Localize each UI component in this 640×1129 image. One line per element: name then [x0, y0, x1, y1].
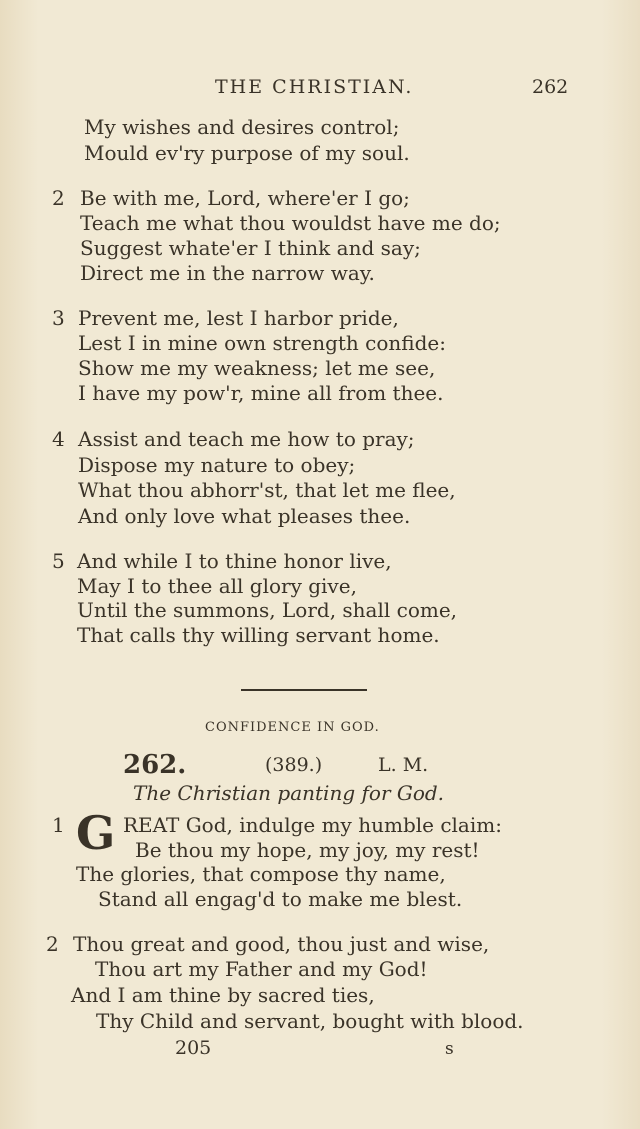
- verse-line: Stand all engag'd to make me blest.: [98, 887, 463, 911]
- verse-line: And only love what pleases thee.: [78, 504, 411, 528]
- verse-line: Suggest whate'er I think and say;: [80, 236, 421, 260]
- section-title: CONFIDENCE IN GOD.: [205, 720, 380, 735]
- verse-line: Lest I in mine own strength confide:: [78, 331, 446, 355]
- folio: 205: [175, 1037, 212, 1059]
- verse-line: Be with me, Lord, where'er I go;: [80, 186, 410, 210]
- verse-line: REAT God, indulge my humble claim:: [123, 813, 502, 837]
- hymn-number: 262.: [123, 750, 187, 780]
- verse-line: May I to thee all glory give,: [77, 574, 357, 598]
- verse-line: Show me my weakness; let me see,: [78, 356, 436, 380]
- verse-line: Thou art my Father and my God!: [95, 957, 428, 981]
- stanza-number: 3: [52, 306, 65, 330]
- verse-line: I have my pow'r, mine all from thee.: [78, 381, 444, 405]
- verse-line: Be thou my hope, my joy, my rest!: [135, 838, 480, 862]
- verse-line: Thy Child and servant, bought with blood.: [96, 1009, 524, 1033]
- hymn-subtitle: The Christian panting for God.: [133, 781, 445, 805]
- running-head: THE CHRISTIAN.: [215, 76, 414, 98]
- stanza-number: 5: [52, 549, 65, 573]
- stanza-number: 1: [52, 813, 65, 837]
- verse-line: What thou abhorr'st, that let me flee,: [78, 478, 456, 502]
- verse-line: Direct me in the narrow way.: [80, 261, 375, 285]
- verse-line: Thou great and good, thou just and wise,: [73, 932, 490, 956]
- verse-line: Until the summons, Lord, shall come,: [77, 598, 458, 622]
- verse-line: Assist and teach me how to pray;: [78, 427, 415, 451]
- hymn-meter: L. M.: [378, 754, 429, 776]
- verse-line: Mould ev'ry purpose of my soul.: [84, 141, 410, 165]
- verse-line: And I am thine by sacred ties,: [71, 983, 375, 1007]
- page-number: 262: [532, 76, 569, 98]
- verse-line: Prevent me, lest I harbor pride,: [78, 306, 399, 330]
- verse-line: Dispose my nature to obey;: [78, 453, 356, 477]
- verse-line: That calls thy willing servant home.: [77, 623, 440, 647]
- hymn-reference: (389.): [265, 754, 323, 776]
- stanza-number: 4: [52, 427, 65, 451]
- verse-line: My wishes and desires control;: [84, 115, 400, 139]
- drop-cap: G: [76, 806, 116, 860]
- stanza-number: 2: [52, 186, 65, 210]
- verse-line: The glories, that compose thy name,: [76, 862, 446, 886]
- verse-line: Teach me what thou wouldst have me do;: [80, 211, 501, 235]
- verse-line: And while I to thine honor live,: [77, 549, 392, 573]
- stanza-number: 2: [46, 932, 59, 956]
- signature-mark: s: [445, 1039, 454, 1059]
- section-divider: [241, 689, 367, 691]
